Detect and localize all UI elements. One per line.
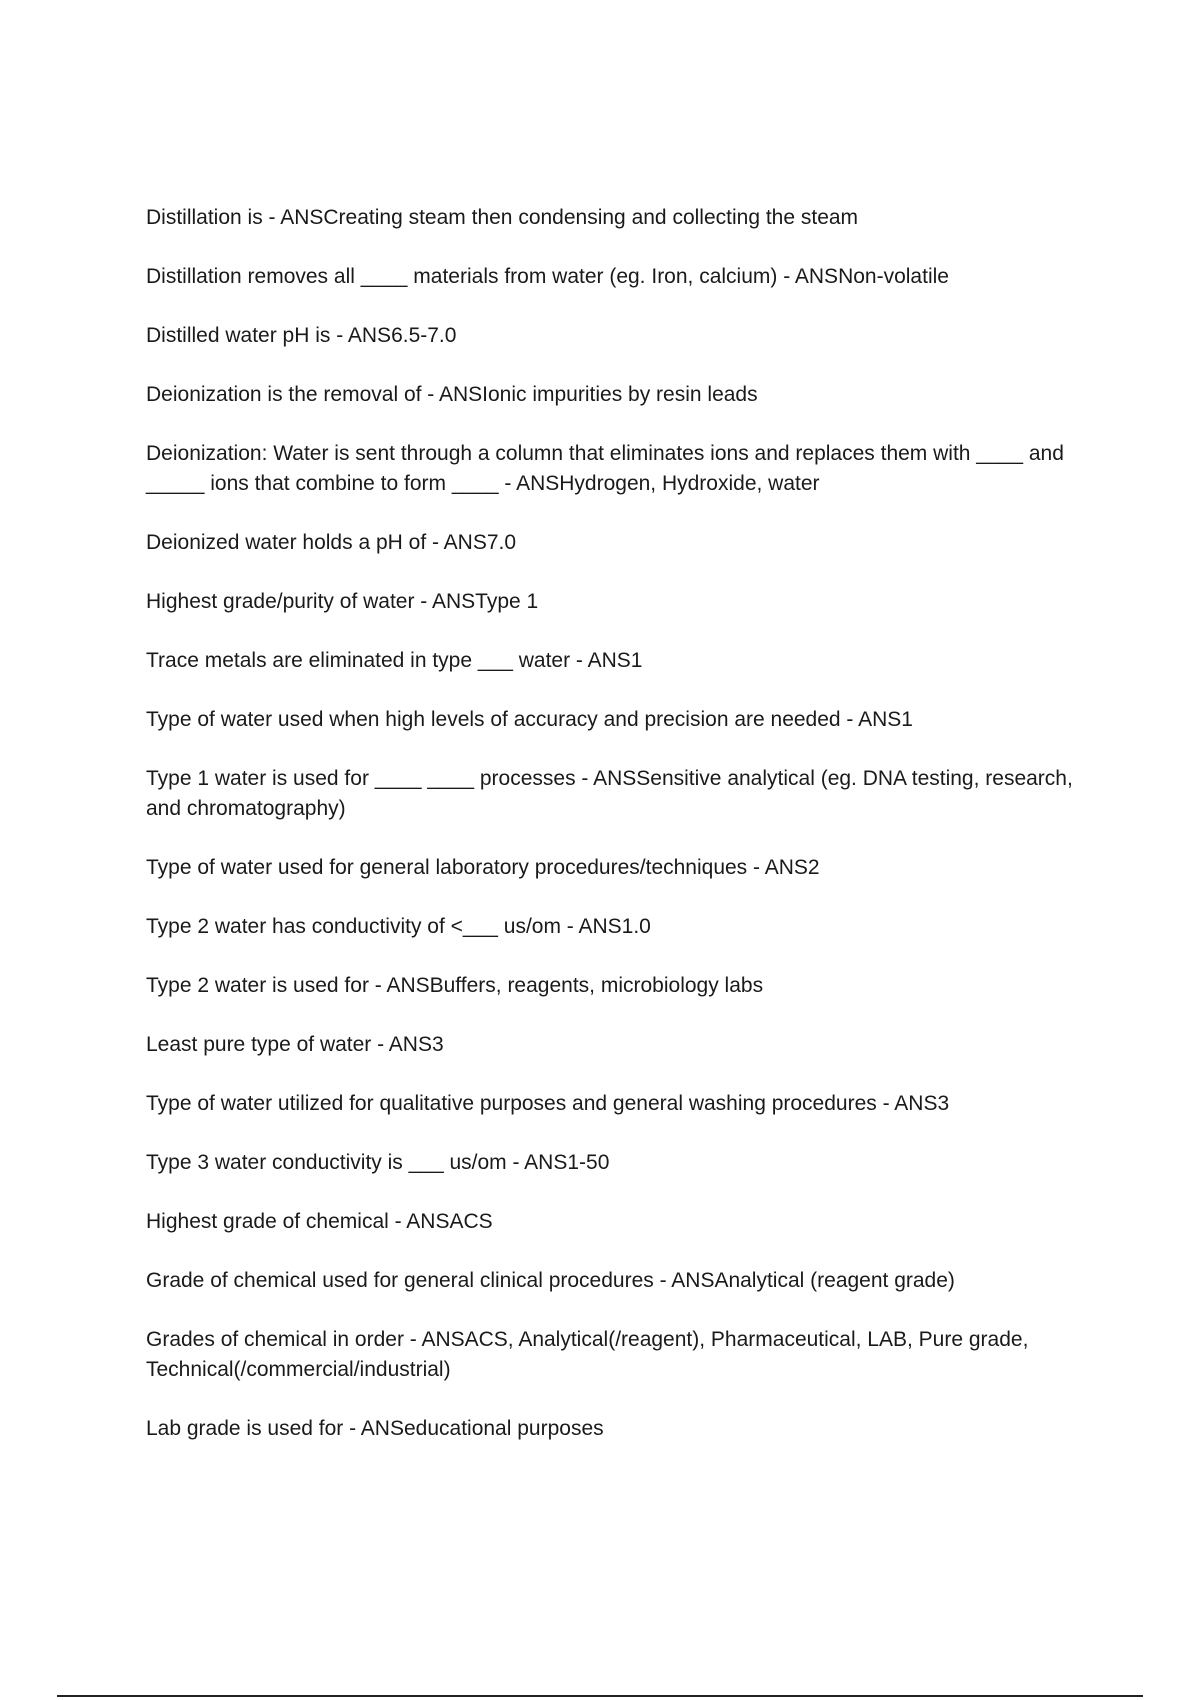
qa-item: Distilled water pH is - ANS6.5-7.0 — [146, 324, 457, 347]
qa-list — [146, 203, 1081, 1473]
qa-item: Type 2 water is used for - ANSBuffers, reagents, microbiology labs — [146, 974, 764, 997]
qa-item: Type 2 water has conductivity of <___ us/om - ANS1.0 — [146, 915, 651, 938]
qa-item: Type 1 water is used for ____ ____ processes - ANSSensitive analytical (eg. DNA testing, research, and chromatography) — [146, 767, 1073, 820]
qa-item: Distillation is - ANSCreating steam then condensing and collecting the steam — [146, 206, 859, 229]
qa-item: Highest grade of chemical - ANSACS — [146, 1210, 493, 1233]
qa-item: Grade of chemical used for general clinical procedures - ANSAnalytical (reagent grade) — [146, 1269, 955, 1292]
qa-item: Grades of chemical in order - ANSACS, Analytical(/reagent), Pharmaceutical, LAB, Pure grade, Technical(/commercial/industrial) — [146, 1328, 1029, 1381]
qa-item: Deionized water holds a pH of - ANS7.0 — [146, 531, 517, 554]
qa-item: Type of water utilized for qualitative purposes and general washing procedures - ANS3 — [146, 1092, 950, 1115]
qa-item: Least pure type of water - ANS3 — [146, 1033, 444, 1056]
qa-item: Type 3 water conductivity is ___ us/om - ANS1-50 — [146, 1151, 610, 1174]
qa-item: Lab grade is used for - ANSeducational purposes — [146, 1417, 604, 1440]
qa-item: Deionization: Water is sent through a column that eliminates ions and replaces them with ____ and _____ ions that combine to form ____ - ANSHydrogen, Hydroxide, water — [146, 442, 1064, 495]
qa-item: Type of water used for general laboratory procedures/techniques - ANS2 — [146, 856, 820, 879]
qa-item: Trace metals are eliminated in type ___ water - ANS1 — [146, 649, 643, 672]
qa-item: Distillation removes all ____ materials from water (eg. Iron, calcium) - ANSNon-volatile — [146, 265, 949, 288]
qa-item: Type of water used when high levels of accuracy and precision are needed - ANS1 — [146, 708, 913, 731]
footer-divider — [57, 1695, 1143, 1697]
qa-item: Highest grade/purity of water - ANSType 1 — [146, 590, 539, 613]
qa-item: Deionization is the removal of - ANSIonic impurities by resin leads — [146, 383, 758, 406]
